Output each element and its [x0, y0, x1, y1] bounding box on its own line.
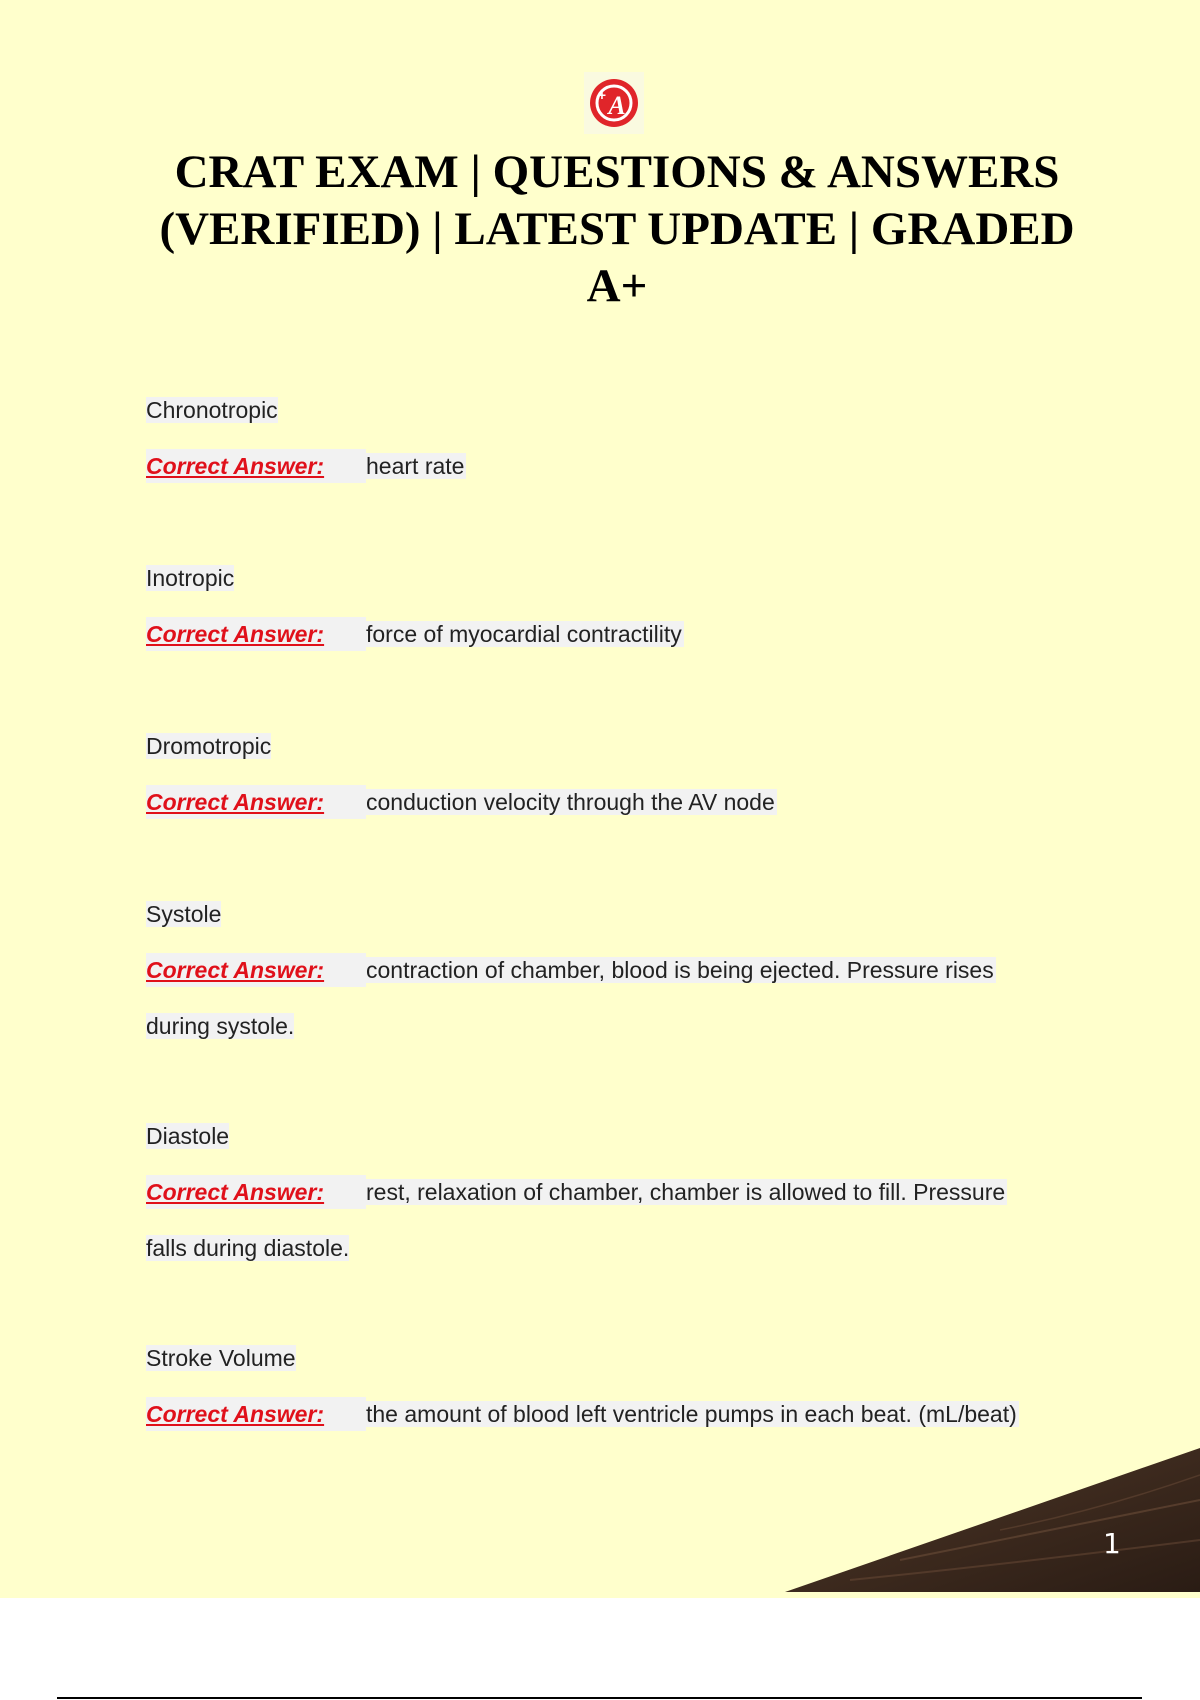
- correct-answer-label: Correct Answer:: [146, 953, 366, 987]
- question-term: Dromotropic: [146, 733, 272, 759]
- svg-text:A: A: [608, 91, 626, 120]
- question-term: Diastole: [146, 1123, 230, 1149]
- svg-text:+: +: [597, 87, 607, 103]
- footer-divider: [57, 1697, 1142, 1699]
- correct-answer-label: Correct Answer:: [146, 617, 366, 651]
- answer-text: rest, relaxation of chamber, chamber is allowed to fill. Pressure: [366, 1179, 1006, 1205]
- question-term: Inotropic: [146, 565, 235, 591]
- correct-answer-label: Correct Answer:: [146, 1397, 366, 1431]
- answer-continuation: falls during diastole.: [146, 1235, 350, 1261]
- answer-text: heart rate: [366, 453, 465, 479]
- question-term: Chronotropic: [146, 397, 278, 423]
- answer-text: force of myocardial contractility: [366, 621, 682, 647]
- correct-answer-label: Correct Answer:: [146, 1175, 366, 1209]
- correct-answer-label: Correct Answer:: [146, 785, 366, 819]
- document-title: CRAT EXAM | QUESTIONS & ANSWERS (VERIFIED) | LATEST UPDATE | GRADED A+: [159, 146, 1075, 312]
- correct-answer-label: Correct Answer:: [146, 449, 366, 483]
- question-term: Systole: [146, 901, 222, 927]
- question-term: Stroke Volume: [146, 1345, 296, 1371]
- page-number: 1: [1103, 1527, 1121, 1560]
- answer-text: contraction of chamber, blood is being ejected. Pressure rises: [366, 957, 994, 983]
- answer-text: the amount of blood left ventricle pumps in each beat. (mL/beat): [366, 1401, 1017, 1427]
- answer-continuation: during systole.: [146, 1013, 295, 1039]
- answer-text: conduction velocity through the AV node: [366, 789, 775, 815]
